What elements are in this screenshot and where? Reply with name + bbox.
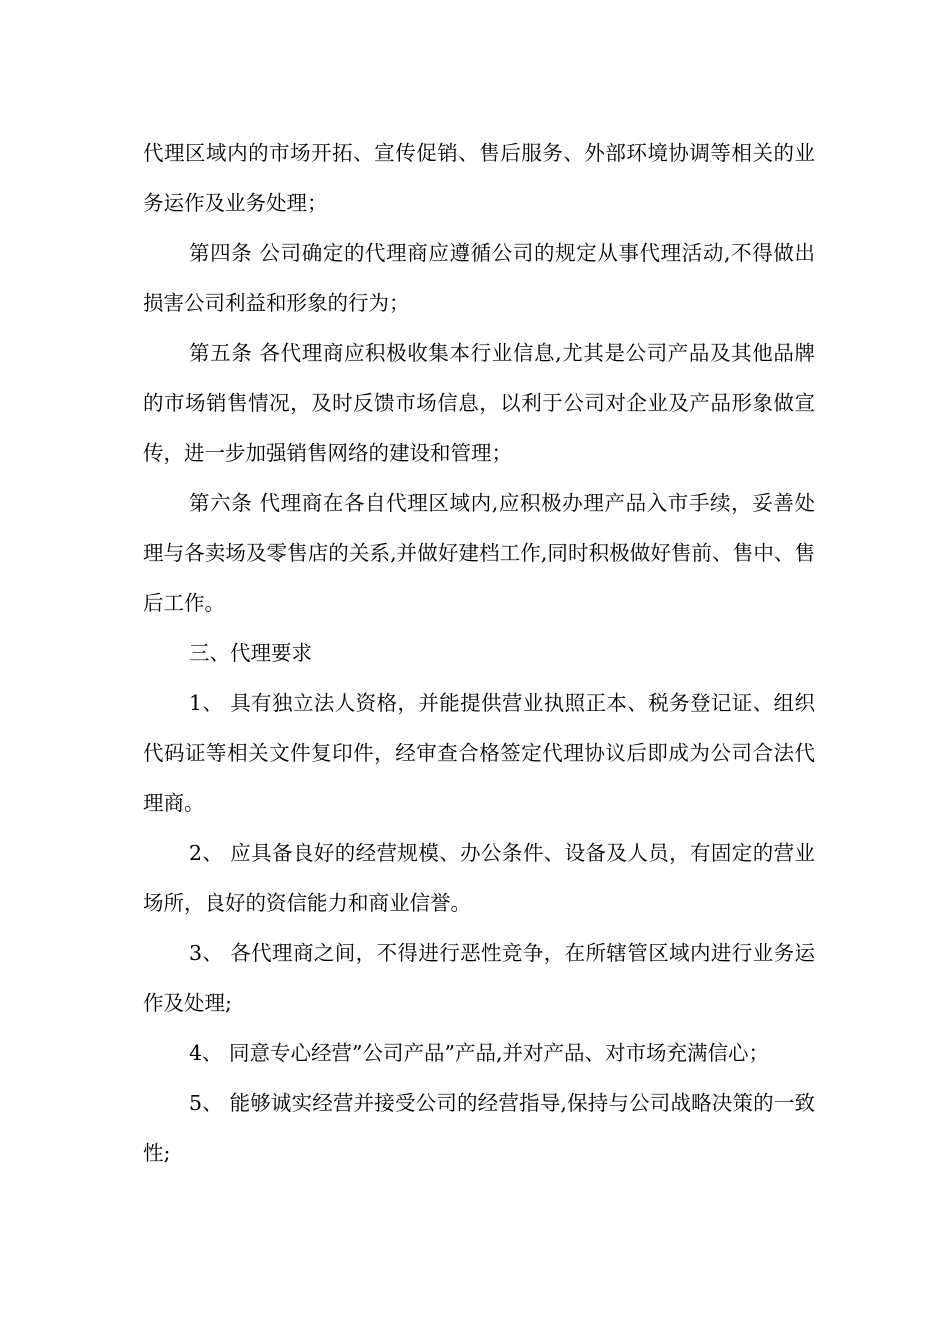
paragraph-agency-scope xyxy=(143,128,815,228)
paragraph-line: 第五条 各代理商应积极收集本行业信息,尤其是公司产品及其 xyxy=(189,341,753,365)
paragraph-line: 3、 各代理商之间，不得进行恶性竞争，在所辖管区域内进行 xyxy=(189,941,753,965)
paragraph-line: 第四条 公司确定的代理商应遵循公司的规定从事代理活动,不 xyxy=(189,241,753,265)
section-heading-text: 三、代理要求 xyxy=(189,641,312,665)
paragraph-line: 5、 能够诚实经营并接受公司的经营指导,保持与公司战略决策 xyxy=(189,1091,754,1115)
paragraph-line: 得做出损害公司利益和形象的行为； xyxy=(143,241,816,315)
paragraph-line: 组织代码证等相关文件复印件，经审查合格签定代理协议后即成为 xyxy=(143,691,816,765)
paragraph-line: 2、 应具备良好的经营规模、办公条件、设备及人员，有固定 xyxy=(189,841,753,865)
paragraph-line: 的一致性; xyxy=(143,1091,816,1165)
paragraph-line: 心； xyxy=(728,1041,770,1065)
paragraph-article-4 xyxy=(143,228,815,328)
paragraph-article-6 xyxy=(143,478,815,628)
paragraph-line: 他品牌的市场销售情况，及时反馈市场信息，以利于公司对企业及 xyxy=(143,341,816,415)
requirement-item-4 xyxy=(143,1028,815,1078)
paragraph-line: 1、 具有独立法人资格，并能提供营业执照正本、税务登记证、 xyxy=(189,691,774,715)
paragraph-line: 妥善处理与各卖场及零售店的关系,并做好建档工作,同时积极做好 xyxy=(143,491,816,565)
paragraph-line: 业务运作及处理; xyxy=(143,941,815,1015)
paragraph-line: 公司合法代理商。 xyxy=(143,741,816,815)
requirement-item-5 xyxy=(143,1078,815,1178)
paragraph-article-5 xyxy=(143,328,815,478)
paragraph-line: 代理区域内的市场开拓、宣传促销、售后服务、外部环境协调等相 xyxy=(143,141,753,165)
paragraph-line: 关的业务运作及业务处理； xyxy=(143,141,816,215)
requirement-item-1 xyxy=(143,678,815,828)
paragraph-line: 第六条 代理商在各自代理区域内,应积极办理产品入市手续， xyxy=(189,491,753,515)
requirement-item-3 xyxy=(143,928,815,1028)
paragraph-line: 的营业场所，良好的资信能力和商业信誉。 xyxy=(143,841,815,915)
requirement-item-2 xyxy=(143,828,815,928)
paragraph-line: 产品形象做宣传，进一步加强销售网络的建设和管理； xyxy=(143,391,816,465)
paragraph-line: 4、 同意专心经营”公司产品”产品,并对产品、对市场充满信 xyxy=(189,1041,729,1065)
document-body xyxy=(143,128,815,1178)
paragraph-line: 售前、售中、售后工作。 xyxy=(143,541,816,615)
section-heading-requirements xyxy=(143,628,815,678)
